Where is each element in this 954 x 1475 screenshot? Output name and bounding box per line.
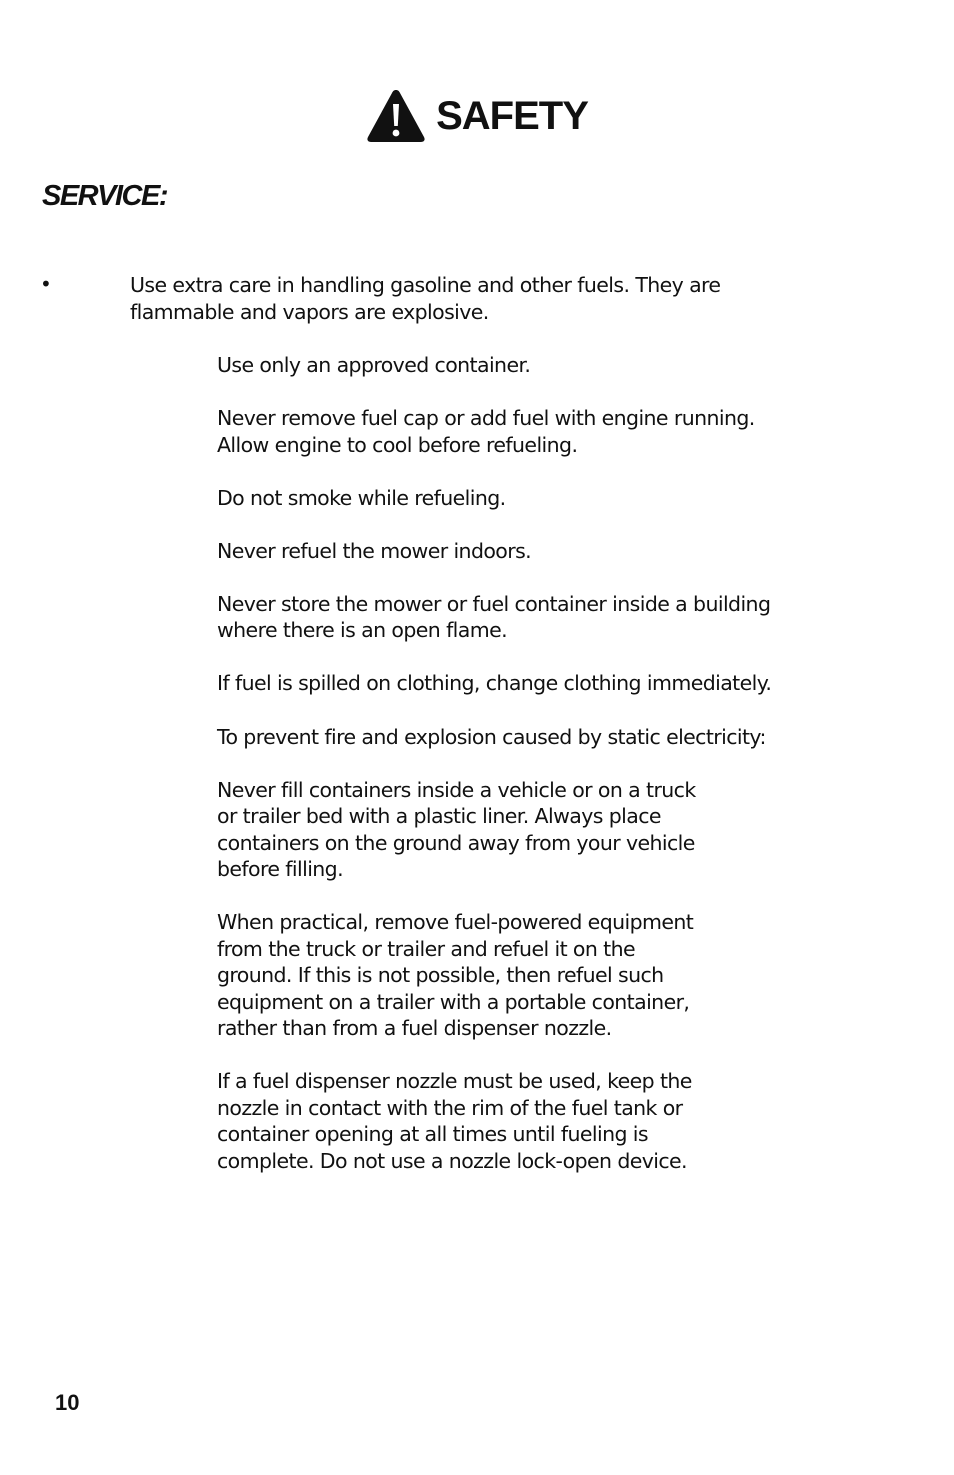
- instruction-paragraph: Never store the mower or fuel container inside a building where there is an open flame.: [217, 591, 771, 643]
- instruction-paragraph: Do not smoke while refueling.: [217, 485, 506, 510]
- instruction-paragraph: To prevent fire and explosion caused by static electricity:: [217, 724, 766, 749]
- instruction-paragraph: If a fuel dispenser nozzle must be used, keep the nozzle in contact with the rim of the fuel tank or container opening at all times until fueling is complete. Do not use a nozzle lock-open device.: [217, 1069, 692, 1173]
- section-heading: SERVICE:: [42, 180, 167, 212]
- instruction-paragraph: Use only an approved container.: [217, 353, 531, 377]
- bullet-marker: •: [40, 272, 52, 296]
- instruction-paragraph: When practical, remove fuel-powered equipment from the truck or trailer and refuel it on the ground. If this is not possible, then refuel such equipment on a trailer with a portable container, rather than from a fuel dispenser nozzle.: [217, 910, 694, 1041]
- instruction-paragraph: Never refuel the mower indoors.: [217, 538, 532, 563]
- safety-instructions-list: [217, 352, 857, 1201]
- warning-triangle-icon: [366, 88, 426, 144]
- instruction-paragraph: Never fill containers inside a vehicle or on a truck or trailer bed with a plastic liner. Always place containers on the ground away from your vehicle before filling.: [217, 777, 696, 882]
- page-header: [0, 88, 954, 144]
- page-number: 10: [55, 1390, 80, 1415]
- instruction-paragraph: Never remove fuel cap or add fuel with engine running. Allow engine to cool before refueling.: [217, 406, 755, 457]
- instruction-paragraph: If fuel is spilled on clothing, change clothing immediately.: [217, 671, 772, 696]
- bullet-text: Use extra care in handling gasoline and other fuels. They are flammable and vapors are explosive.: [130, 273, 721, 324]
- page-title: SAFETY: [436, 94, 588, 138]
